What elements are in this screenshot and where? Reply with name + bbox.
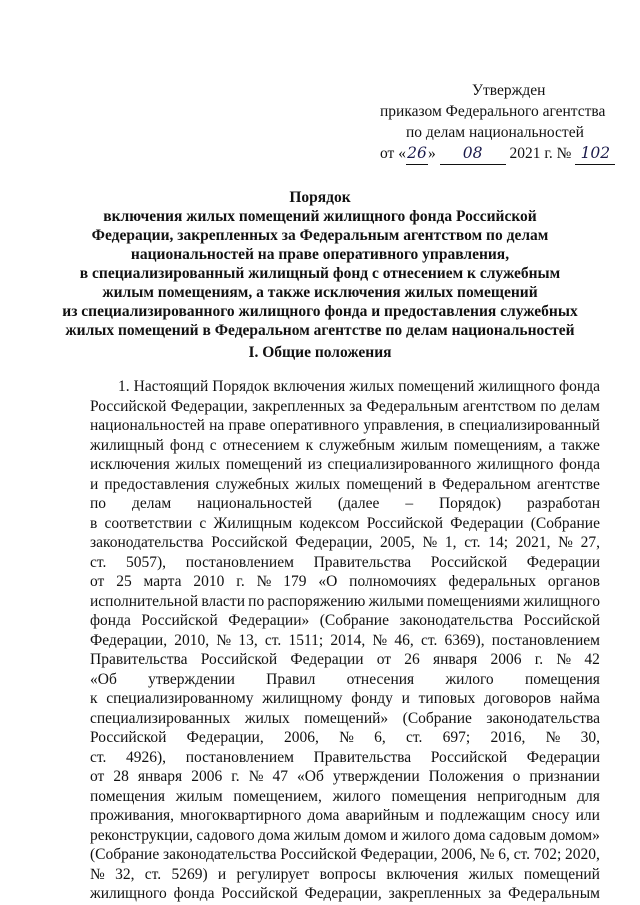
body-word: агентством	[462, 397, 537, 415]
body-word: «О	[318, 573, 338, 590]
body-word: 2016,	[490, 729, 526, 746]
body-word: Жилищным	[213, 514, 293, 532]
body-word: специализированный	[459, 417, 600, 434]
body-word: №	[256, 573, 272, 590]
body-word: 2021,	[515, 534, 551, 551]
body-word: по	[90, 495, 107, 512]
body-word: оперативного	[269, 417, 360, 434]
body-word: за	[488, 885, 502, 902]
body-line	[90, 709, 600, 729]
body-word: с	[209, 436, 217, 454]
body-word: жилого	[445, 670, 494, 688]
body-word: включения	[386, 865, 459, 883]
body-word: жилыми	[368, 592, 424, 610]
body-word: национальностей	[90, 417, 205, 434]
body-word: января	[137, 768, 183, 785]
body-word: а	[548, 436, 556, 454]
body-word: ст.	[420, 631, 438, 649]
body-word: Российской	[200, 651, 278, 668]
body-word: жилым	[400, 436, 448, 454]
body-word: распоряжению	[267, 592, 366, 610]
body-word: и	[90, 475, 99, 493]
body-line	[90, 767, 600, 787]
body-word: предоставления	[104, 475, 210, 493]
body-word: 6369),	[444, 631, 485, 649]
body-word: жилого	[332, 787, 381, 805]
body-word: Федерации,	[186, 729, 264, 746]
body-word: Федерации,	[360, 846, 438, 863]
body-word: жилых	[349, 378, 395, 395]
body-word: к	[305, 436, 314, 454]
body-word: 702;	[533, 846, 562, 863]
body-line	[90, 377, 600, 397]
body-word: к	[90, 690, 98, 707]
body-word: делам	[131, 495, 172, 512]
body-word: №	[339, 729, 354, 746]
body-word: января	[432, 651, 478, 668]
document-title	[60, 188, 580, 340]
date-year: 2021 г. №	[509, 145, 572, 162]
body-word: сносу	[531, 807, 570, 824]
body-word: утверждении	[148, 670, 235, 688]
title-line: из специализированного жилищного фонда и предоставления служебных	[62, 303, 578, 320]
body-word: управления,	[363, 417, 444, 434]
body-word: от	[90, 768, 105, 785]
body-word: помещениями	[427, 592, 521, 610]
body-word: типовых	[418, 690, 476, 707]
body-word: ст.	[406, 729, 423, 746]
body-line	[90, 475, 600, 495]
title-line: жилым помещениям, а также исключения жилых помещений	[102, 284, 538, 301]
body-word: Российской	[523, 612, 600, 629]
body-word: Федерации,	[295, 534, 373, 551]
body-word: фонда	[173, 885, 215, 902]
body-word: за	[349, 397, 363, 415]
body-line	[90, 553, 600, 573]
body-word: помещениям,	[453, 436, 543, 454]
body-word: включения	[273, 378, 346, 395]
body-word: ст.	[144, 865, 162, 883]
body-word: дома	[453, 826, 486, 844]
date-prefix: от «	[380, 145, 406, 162]
body-word: признании	[529, 768, 600, 785]
approval-line-2: приказом Федерального агентства	[380, 103, 606, 120]
body-word: г.	[236, 573, 245, 590]
body-word: исполнительной	[90, 592, 199, 610]
body-word: органов	[547, 573, 600, 590]
body-word: 2005,	[379, 534, 415, 551]
body-word: закрепленных	[252, 397, 345, 415]
body-word: жилищному	[262, 690, 343, 707]
body-line	[90, 494, 600, 514]
body-word: Федерации	[450, 514, 524, 532]
body-word: праве	[228, 417, 266, 434]
body-word: жилых	[295, 475, 341, 493]
body-word: о	[512, 768, 521, 785]
body-word: из	[307, 456, 322, 473]
body-word: –	[405, 495, 414, 512]
body-word: или	[575, 807, 600, 824]
body-word: жилых	[468, 865, 514, 883]
body-word: 2006	[490, 651, 522, 668]
body-word: №	[248, 768, 264, 785]
title-line: жилых помещений в Федеральном агентстве по делам национальностей	[65, 322, 575, 339]
body-word: 30,	[580, 729, 600, 746]
body-word: 5057),	[126, 553, 167, 571]
body-word: 4926),	[126, 748, 167, 766]
body-word: служебным	[319, 436, 395, 454]
body-word: №	[558, 534, 573, 551]
body-word: садовым	[489, 826, 547, 844]
body-word: помещения	[391, 787, 467, 805]
body-word: Российской	[221, 885, 298, 902]
body-word: ст.	[464, 534, 481, 551]
body-word: фонду	[351, 690, 393, 707]
body-word: жилых	[244, 709, 290, 727]
body-word: Федерации,	[170, 397, 248, 415]
body-word: утверждении	[332, 768, 420, 785]
body-word: постановлением	[185, 748, 294, 766]
body-word: домом	[344, 826, 387, 844]
body-word: агентстве	[536, 475, 600, 493]
body-word: и	[217, 865, 227, 883]
body-word: Российской	[280, 846, 357, 863]
body-line	[90, 845, 600, 865]
body-word: для	[577, 787, 600, 805]
title-line: национальностей на праве оперативного управления,	[130, 246, 510, 263]
body-line	[90, 631, 600, 651]
body-word: №	[545, 729, 561, 746]
body-word: закрепленных	[388, 885, 482, 902]
body-word: жилищного	[90, 885, 167, 902]
body-word: специализированного	[327, 456, 472, 473]
body-word: аварийным	[345, 807, 420, 824]
body-line	[90, 884, 600, 904]
body-word: помещения	[524, 670, 600, 688]
body-word: Федеральным	[508, 885, 600, 902]
body-word: (Собрание	[90, 846, 160, 863]
handwritten-order-number: 102	[575, 143, 615, 165]
body-line	[90, 436, 600, 456]
body-word: законодательства	[399, 612, 514, 629]
body-word: помещений	[225, 456, 302, 473]
body-word: 2006,	[441, 846, 477, 863]
body-word: постановлением	[185, 553, 294, 571]
body-word: Федерации»	[228, 612, 310, 629]
body-word: Правил	[266, 670, 316, 688]
body-word: вопросы	[319, 865, 377, 883]
body-line	[90, 514, 600, 534]
body-word: жилищного	[478, 378, 556, 395]
body-line	[90, 455, 600, 475]
body-word: ст.	[264, 631, 282, 649]
date-mid: »	[427, 145, 436, 162]
body-word: исключения	[90, 456, 170, 473]
body-word: с	[199, 514, 207, 532]
body-word: найма	[559, 690, 600, 707]
body-word: 6,	[374, 729, 386, 746]
body-word: фонда	[90, 612, 131, 629]
body-word: дома	[258, 826, 291, 844]
body-word: и	[390, 826, 399, 844]
body-word: в	[90, 514, 98, 532]
body-word: г.	[534, 651, 544, 668]
body-line	[90, 592, 600, 612]
body-word: жилым	[293, 826, 341, 844]
body-word: (Собрание	[530, 514, 600, 532]
body-word: помещений	[346, 475, 423, 493]
body-word: в	[428, 475, 436, 493]
body-word: специализированных	[90, 709, 231, 727]
body-word: 2014,	[330, 631, 366, 649]
body-word: Правительства	[313, 553, 412, 571]
body-word: садового	[196, 826, 255, 844]
title-line: Порядок	[289, 189, 351, 206]
body-text	[90, 377, 600, 904]
body-word: 26	[404, 651, 420, 668]
body-word: 2020,	[565, 846, 600, 863]
body-word: Федеральным	[366, 397, 459, 415]
body-word: помещений	[398, 378, 475, 395]
body-word: специализированному	[106, 690, 254, 707]
body-word: «Об	[297, 768, 324, 785]
body-line	[90, 572, 600, 592]
body-word: власти	[201, 592, 245, 610]
body-word: отнесением	[222, 436, 300, 454]
body-word: Федерации,	[304, 885, 382, 902]
body-line	[90, 748, 600, 768]
body-word: Российской	[430, 553, 508, 571]
body-word: проживания,	[90, 807, 175, 824]
body-word: дома	[307, 807, 340, 824]
body-word: отнесения	[346, 670, 415, 688]
body-word: Федерации	[526, 553, 600, 571]
body-word: в	[447, 417, 455, 434]
body-word: домом»	[549, 826, 600, 844]
body-word: и	[425, 807, 434, 824]
body-word: договоров	[483, 690, 552, 707]
body-word: Федерации	[526, 748, 600, 766]
body-word: (Собрание	[402, 709, 472, 727]
body-word: непригодным	[477, 787, 567, 805]
body-word: многоквартирного	[180, 807, 302, 824]
body-word: жилого	[401, 826, 451, 844]
body-word: Правительства	[90, 651, 188, 668]
body-line	[90, 826, 600, 846]
body-word: полномочиях	[349, 573, 437, 590]
body-word: законодательства	[486, 709, 600, 727]
body-word: по	[540, 397, 557, 415]
body-word: Российской	[211, 534, 288, 551]
body-word: разработан	[527, 495, 600, 512]
body-word: г.	[231, 768, 240, 785]
body-word: жилищного	[523, 592, 600, 610]
body-word: 1.	[118, 378, 130, 395]
body-word: служебных	[215, 475, 290, 493]
body-word: Правительства	[313, 748, 412, 766]
body-word: жилищного	[476, 456, 554, 473]
body-word: (далее	[337, 495, 380, 512]
body-word: 697;	[442, 729, 471, 746]
body-word: жилищный	[90, 436, 164, 454]
body-line	[90, 397, 600, 417]
body-word: 2010	[193, 573, 225, 590]
body-word: марта	[143, 573, 182, 590]
body-line	[90, 806, 600, 826]
body-line	[90, 533, 600, 553]
body-word: 28	[113, 768, 129, 785]
body-word: фонда	[559, 378, 600, 395]
body-word: №	[556, 651, 572, 668]
body-word: постановлением	[491, 631, 600, 649]
body-word: реконструкции,	[90, 826, 193, 844]
body-word: жилых	[175, 456, 221, 473]
body-word: помещением,	[233, 787, 322, 805]
body-word: Порядок	[212, 378, 270, 395]
body-word: 42	[584, 651, 600, 668]
body-word: 46,	[394, 631, 414, 649]
body-word: 2010,	[174, 631, 210, 649]
body-word: 47	[272, 768, 289, 785]
body-word: помещений»	[304, 709, 389, 727]
body-line	[90, 689, 600, 709]
body-word: №	[479, 846, 495, 863]
body-word: 13,	[238, 631, 258, 649]
body-word: 14;	[488, 534, 509, 551]
body-word: и	[401, 690, 410, 707]
body-word: от	[376, 651, 392, 668]
body-word: делам	[560, 397, 600, 415]
body-line	[90, 650, 600, 670]
body-word: ст.	[90, 748, 107, 766]
body-word: Российской	[366, 514, 444, 532]
body-word: Федерации,	[90, 631, 168, 649]
section-heading: I. Общие положения	[248, 344, 392, 361]
body-word: Положения	[428, 768, 504, 785]
body-line	[90, 865, 600, 885]
body-word: 6,	[498, 846, 510, 863]
body-word: по	[248, 592, 265, 610]
body-word: 1,	[444, 534, 457, 551]
body-word: (Собрание	[319, 612, 389, 629]
title-line: Федерации, закрепленных за Федеральным агентством по делам	[91, 227, 549, 244]
body-line	[90, 728, 600, 748]
body-word: «Об	[90, 670, 117, 688]
body-word: помещений	[523, 865, 600, 883]
body-word: Российской	[430, 748, 508, 766]
body-word: Российской	[90, 397, 167, 415]
body-word: законодательства	[90, 534, 204, 551]
body-word: регулирует	[236, 865, 310, 883]
title-line: в специализированный жилищный фонд с отнесением к служебным	[79, 265, 561, 282]
body-word: Порядок)	[438, 495, 502, 512]
body-word: на	[209, 417, 225, 434]
body-line	[90, 787, 600, 807]
body-word: Настоящий	[133, 378, 209, 395]
body-word: национальностей	[197, 495, 312, 512]
body-word: №	[422, 534, 438, 551]
body-word: от	[90, 573, 105, 590]
body-word: жилым	[175, 787, 223, 805]
body-word: законодательства	[162, 846, 277, 863]
body-line	[90, 611, 600, 631]
body-word: соответствии	[104, 514, 193, 532]
body-word: 32,	[115, 865, 135, 883]
body-word: кодексом	[299, 514, 360, 532]
body-word: 5269)	[171, 865, 208, 883]
body-word: федеральных	[448, 573, 536, 590]
body-word: Российской	[90, 729, 167, 746]
title-line: включения жилых помещений жилищного фонда Российской	[103, 208, 537, 225]
approval-line-3: по делам национальностей	[406, 124, 584, 141]
body-word: ст.	[513, 846, 530, 863]
body-word: подлежащим	[439, 807, 526, 824]
body-word: Федерации	[290, 651, 364, 668]
body-word: 25	[116, 573, 132, 590]
body-word: фонд	[169, 436, 204, 454]
approval-date-line	[380, 143, 620, 165]
body-word: также	[561, 436, 600, 454]
body-word: Федеральном	[442, 475, 531, 493]
body-word: №	[90, 865, 105, 883]
body-word: №	[216, 631, 232, 649]
body-line	[90, 670, 600, 690]
body-word: 2006,	[283, 729, 319, 746]
approval-block	[380, 80, 620, 165]
body-word: 1511;	[288, 631, 324, 649]
body-word: фонда	[559, 456, 600, 473]
handwritten-month: 08	[440, 143, 506, 165]
body-word: 2006	[191, 768, 223, 785]
body-line	[90, 416, 600, 436]
body-word: помещения	[90, 787, 165, 805]
body-word: №	[372, 631, 388, 649]
handwritten-day: 26	[406, 143, 428, 165]
body-word: 27,	[580, 534, 600, 551]
approval-line-1: Утвержден	[472, 82, 546, 99]
body-word: ст.	[90, 553, 107, 571]
body-word: 179	[283, 573, 307, 590]
body-word: Российской	[141, 612, 218, 629]
